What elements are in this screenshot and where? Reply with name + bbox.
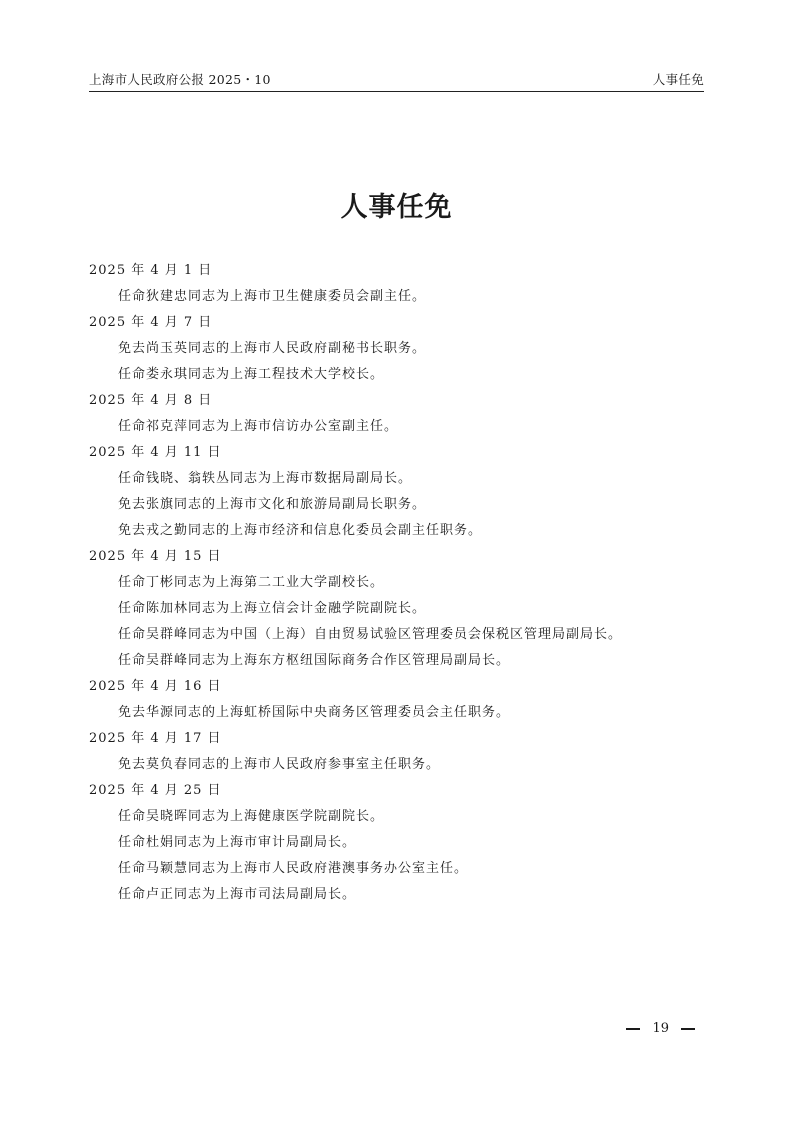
entry-date: 2025 年 4 月 16 日 (89, 679, 222, 694)
appointment-item: 任命钱晓、翁轶丛同志为上海市数据局副局长。 (118, 471, 413, 486)
entry-date: 2025 年 4 月 25 日 (89, 783, 222, 798)
appointment-item: 任命吴群峰同志为上海东方枢纽国际商务合作区管理局副局长。 (118, 653, 511, 668)
entry-date: 2025 年 4 月 8 日 (89, 393, 213, 408)
entry-date: 2025 年 4 月 1 日 (89, 263, 213, 278)
entry-date: 2025 年 4 月 17 日 (89, 731, 222, 746)
appointment-item: 免去莫负春同志的上海市人民政府参事室主任职务。 (118, 757, 441, 772)
header-publication: 上海市人民政府公报 2025・10 (89, 72, 271, 87)
appointment-item: 免去华源同志的上海虹桥国际中央商务区管理委员会主任职务。 (118, 705, 511, 720)
entry-date: 2025 年 4 月 11 日 (89, 445, 222, 460)
page-footer (626, 1021, 695, 1036)
appointment-item: 免去戎之勤同志的上海市经济和信息化委员会副主任职务。 (118, 523, 483, 538)
appointment-item: 任命祁克萍同志为上海市信访办公室副主任。 (118, 419, 399, 434)
appointment-item: 任命吴晓晖同志为上海健康医学院副院长。 (118, 809, 385, 824)
appointment-item: 任命马颖慧同志为上海市人民政府港澳事务办公室主任。 (118, 861, 469, 876)
page-number: 19 (652, 1021, 669, 1036)
header-section: 人事任免 (652, 72, 704, 87)
appointment-item: 免去张旗同志的上海市文化和旅游局副局长职务。 (118, 497, 427, 512)
footer-dash-right (681, 1028, 695, 1030)
page-title: 人事任免 (340, 192, 453, 223)
appointment-item: 任命杜娟同志为上海市审计局副局长。 (118, 835, 357, 850)
entry-date: 2025 年 4 月 7 日 (89, 315, 213, 330)
footer-dash-left (626, 1028, 640, 1030)
appointment-item: 任命丁彬同志为上海第二工业大学副校长。 (118, 575, 385, 590)
appointment-item: 任命狄建忠同志为上海市卫生健康委员会副主任。 (118, 289, 427, 304)
appointment-item: 免去尚玉英同志的上海市人民政府副秘书长职务。 (118, 341, 427, 356)
appointment-item: 任命吴群峰同志为中国（上海）自由贸易试验区管理委员会保税区管理局副局长。 (118, 627, 623, 642)
entry-date: 2025 年 4 月 15 日 (89, 549, 222, 564)
appointment-list (89, 262, 709, 912)
appointment-item: 任命陈加林同志为上海立信会计金融学院副院长。 (118, 601, 427, 616)
appointment-item: 任命卢正同志为上海市司法局副局长。 (118, 887, 357, 902)
appointment-item: 任命娄永琪同志为上海工程技术大学校长。 (118, 367, 385, 382)
running-header (89, 64, 704, 92)
